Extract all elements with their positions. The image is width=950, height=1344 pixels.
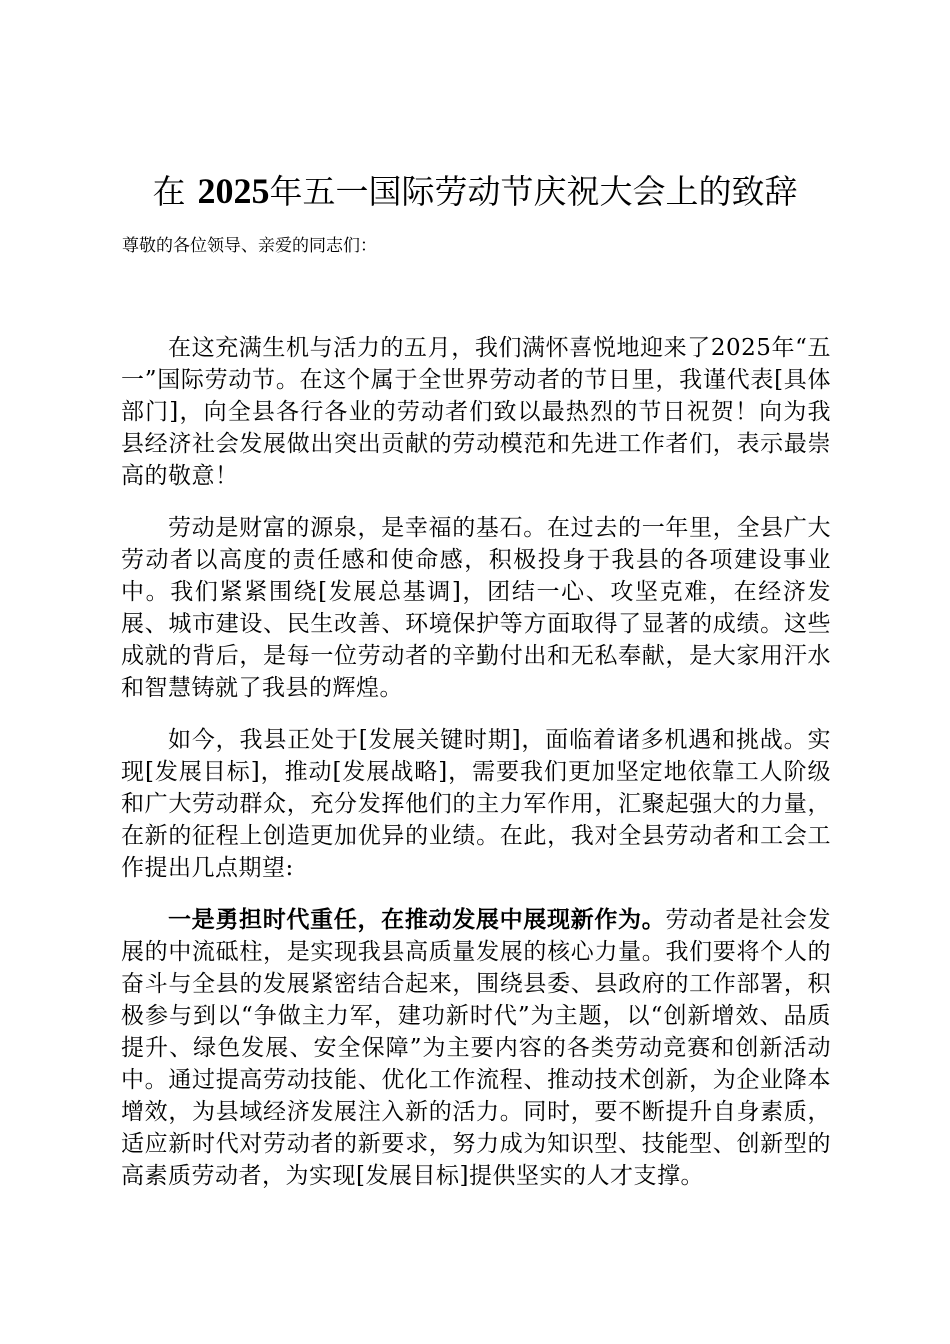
paragraph-text: 如今，我县正处于[发展关键时期]，面临着诸多机遇和挑战。实现[发展目标]，推动[发展战略]，需要我们更加坚定地依靠工人阶级和广大劳动群众，充分发挥他们的主力军作用，汇聚起强大的力量，在新的征程上创造更加优异的业绩。在此，我对全县劳动者和工会工作提出几点期望: [121,727,831,881]
paragraph-1 [121,332,831,492]
salutation: 尊敬的各位领导、亲爱的同志们： [122,236,377,256]
paragraph-text: 劳动是财富的源泉，是幸福的基石。在过去的一年里，全县广大劳动者以高度的责任感和使命感，积极投身于我县的各项建设事业中。我们紧紧围绕[发展总基调]，团结一心、攻坚克难，在经济发展、城市建设、民生改善、环境保护等方面取得了显著的成绩。这些成就的背后，是每一位劳动者的辛勤付出和无私奉献，是大家用汗水和智慧铸就了我县的辉煌。 [121,515,831,701]
paragraph-2 [121,512,831,704]
title-prefix: 在 [152,172,186,211]
title-year: 2025 [197,171,270,211]
title-suffix: 年五一国际劳动节庆祝大会上的致辞 [269,172,798,211]
paragraph-4 [121,904,831,1192]
paragraph-3 [121,724,831,884]
document-body [121,332,831,1212]
paragraph-lead: 一是勇担时代重任，在推动发展中展现新作为。 [168,906,666,933]
paragraph-text: 劳动者是社会发展的中流砥柱，是实现我县高质量发展的核心力量。我们要将个人的奋斗与全县的发展紧密结合起来，围绕县委、县政府的工作部署，积极参与到以“争做主力军，建功新时代”为主题，以“创新增效、品质提升、绿色发展、安全保障”为主要内容的各类劳动竞赛和创新活动中。通过提高劳动技能、优化工作流程、推动技术创新，为企业降本增效，为县域经济发展注入新的活力。同时，要不断提升自身素质，适应新时代对劳动者的新要求，努力成为知识型、技能型、创新型的高素质劳动者，为实现[发展目标]提供坚实的人才支撑。 [121,907,832,1189]
paragraph-text: 在这充满生机与活力的五月，我们满怀喜悦地迎来了2025年“五一”国际劳动节。在这个属于全世界劳动者的节日里，我谨代表[具体部门]，向全县各行各业的劳动者们致以最热烈的节日祝贺！向为我县经济社会发展做出突出贡献的劳动模范和先进工作者们，表示最崇高的敬意！ [121,335,831,489]
document-title [0,168,950,215]
